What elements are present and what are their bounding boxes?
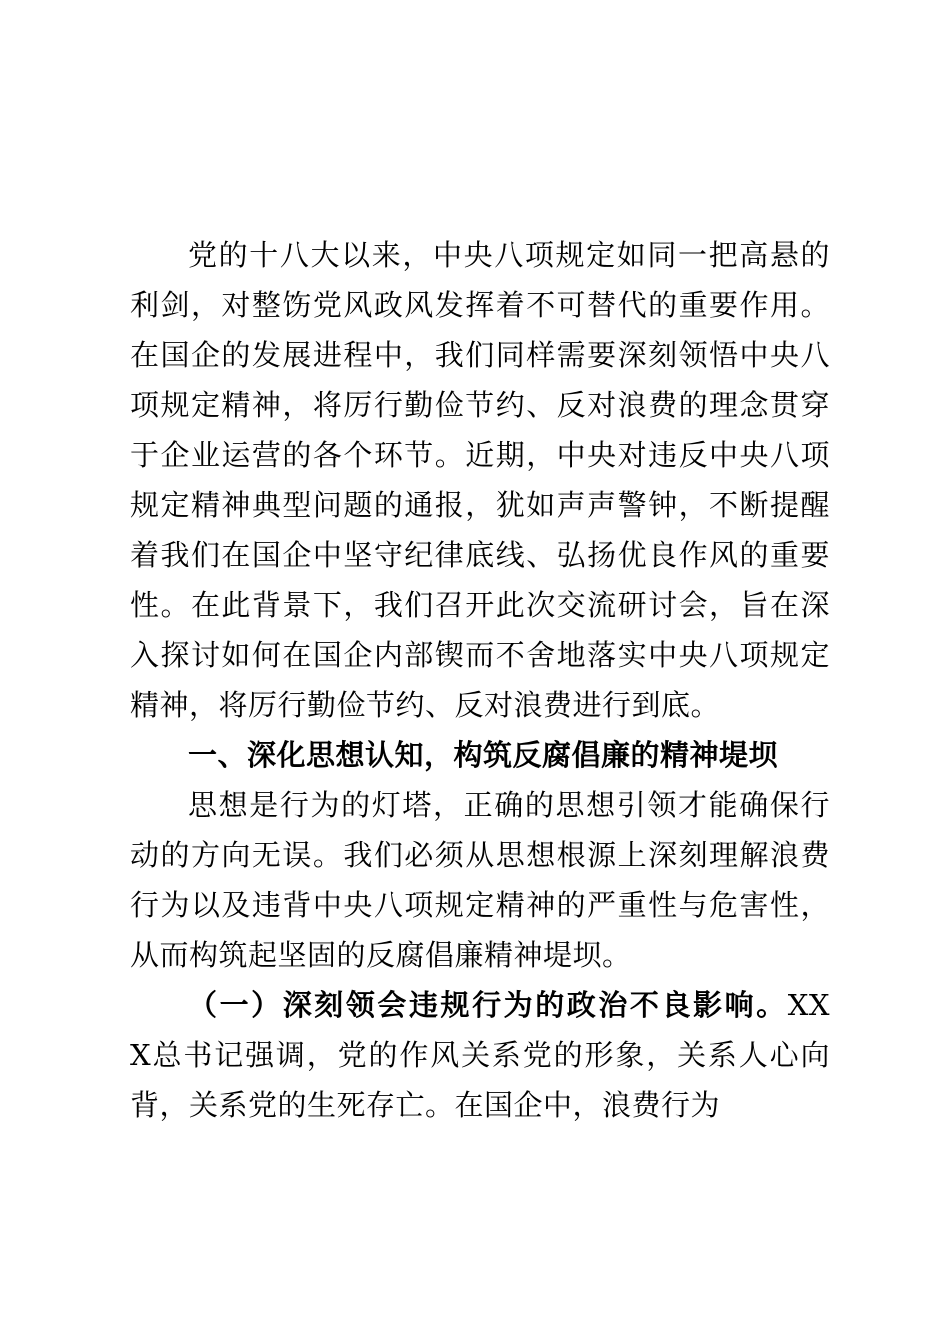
subsection-1-body: XXX总书记强调，党的作风关系党的形象，关系人心向背，关系党的生死存亡。在国企中，浪费行为 [130, 988, 830, 1122]
section-1-heading: 一、深化思想认知，构筑反腐倡廉的精神堤坝 [188, 738, 779, 772]
section-1-paragraph: 思想是行为的灯塔，正确的思想引领才能确保行动的方向无误。我们必须从思想根源上深刻理解浪费行为以及违背中央八项规定精神的严重性与危害性，从而构筑起坚固的反腐倡廉精神堤坝。 [130, 788, 830, 972]
document-body [130, 230, 830, 1130]
intro-paragraph: 党的十八大以来，中央八项规定如同一把高悬的利剑，对整饬党风政风发挥着不可替代的重要作用。在国企的发展进程中，我们同样需要深刻领悟中央八项规定精神，将厉行勤俭节约、反对浪费的理念贯穿于企业运营的各个环节。近期，中央对违反中央八项规定精神典型问题的通报，犹如声声警钟，不断提醒着我们在国企中坚守纪律底线、弘扬优良作风的重要性。在此背景下，我们召开此次交流研讨会，旨在深入探讨如何在国企内部锲而不舍地落实中央八项规定精神，将厉行勤俭节约、反对浪费进行到底。 [130, 238, 830, 722]
subsection-1-paragraph [130, 980, 830, 1130]
subsection-1-heading: （一）深刻领会违规行为的政治不良影响。 [188, 988, 788, 1022]
